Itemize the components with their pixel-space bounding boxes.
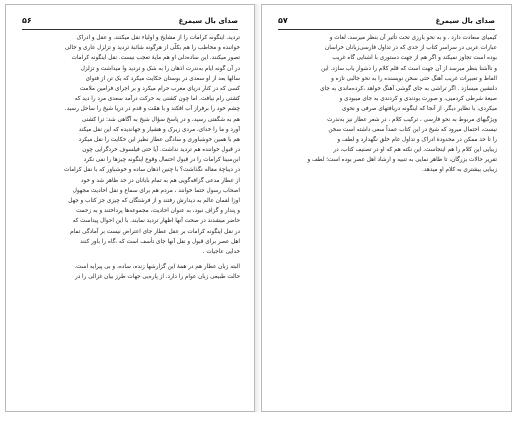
text-line: الفاظ و تعبیرات غریب آهنگ حتی سخن نویسنده را به نحو جالبی تازه و bbox=[331, 75, 497, 82]
text-line: اصحاب رسول حتما خوانند ، مردم هم برای سماع و نقل احادیث مجهول bbox=[72, 187, 240, 194]
page-header bbox=[278, 17, 495, 30]
page-header bbox=[22, 17, 238, 30]
page-number: ۵۷ bbox=[278, 16, 288, 25]
text-line: در دیباچهٔ مقاله نگذاشت؟ با چنین اذهان ساده و خوشباور که با نقل کرامات bbox=[64, 167, 240, 174]
text-line: و ناآشنا بنظر میرسد از آن جهت است که قلم کلام را دشوار باب سازد. این bbox=[321, 65, 497, 72]
text-line: اهل عصر برای قبول و نقل آنها جای تأسف است که ،گاه را باور کنند bbox=[80, 238, 240, 245]
text-line: حالت طبیعی زبان عوام را دارد. از پاره‌یی جهات طرز بیان غزالی را در bbox=[74, 274, 240, 281]
text-line: کشتی رام نیافت. اما چون کشتی به حرکت درآمد سعدی مرد را دید که bbox=[74, 96, 240, 103]
header-title: صدای بال سیمرغ bbox=[178, 17, 238, 25]
text-line: ویژگیهای مربوط به نحو فارسی ، ترکیب کلام ، در شعر عطار نیز به‌ندرت bbox=[327, 116, 497, 123]
text-line: نیست، احتمال میرود که شیخ در این کتاب عمداً سعی داشته است سخن bbox=[328, 126, 497, 133]
page-body bbox=[276, 33, 497, 176]
text-line: تقریر حالات بزرگان، تا ظاهر نمایی به تنبیه و ارشاد اهل عصر بوده است؛ لطف و bbox=[307, 157, 497, 164]
text-line: زیبایی این کلام را هم اینجاست. این نکته هم که او در تصنیف کتاب، در bbox=[333, 147, 497, 154]
text-line: تردید. اینگونه کرامات را از مشایخ و اولیاء نقل میکنند. و عقل و ادراک bbox=[76, 35, 240, 41]
left-page bbox=[5, 4, 255, 412]
text-line: صیغهٔ شرطی کردمیی، و صورت بودندی و کردندی به جای میبودی و bbox=[339, 96, 497, 103]
text-line: هم با همین خوشباوری و سادگی عطار نظیر این حکایت را نقل میکرد bbox=[78, 136, 240, 143]
text-line: از عطار مدعی گزافه‌گویی هم به تمام بابانان در حد ظاهر شد و خود bbox=[80, 177, 240, 184]
text-line: کیمیای سعادت دارد . و به نحو بارزی تحت تأثیر آن بنظر میرسد. لغات و bbox=[329, 35, 497, 41]
text-line: تصور میکنند. این ساده‌دلی او هم مایهٔ تعجب نیست. نقل اینگونه کرامات bbox=[71, 55, 240, 62]
text-line: چشم خود را برفراز آب افکند و با همّت و قدم در دریا شیخ را ساحل رسید. bbox=[64, 106, 240, 113]
text-line: در نقل اینگونه کرامات بر عقل عطار جای اعتراض نیست بر آمادگی تمام bbox=[70, 228, 240, 235]
text-line: در قبول خواننده هم تردید نداشت. آیا حتی فیلسوف خردگرایی چون bbox=[82, 147, 240, 154]
text-line: میکردی، با نظایر دیگر. از آنجا که اینگونه دریافتهای صرفی و نحوی bbox=[342, 106, 497, 113]
text-line: حاضر میشدند در صحت آنها اظهار تردید نمایند. با این احوال پیداست که bbox=[72, 218, 240, 225]
text-line: عبارات عربی در سراسر کتاب از حدی که در تداول فارسی‌زبانان خراسان bbox=[325, 45, 497, 52]
text-line: خواننده و مخاطب را هم بکلّی از هرگونه شائبهٔ تردید و تزلزل عاری و خالی bbox=[64, 45, 240, 52]
text-line: اوزا لقمان عالم به دیدارش رفتند و از فرشتگان که چیزی جز کتاب و جهل bbox=[68, 198, 240, 204]
text-line: زیبایی بیشتری به کلام او میدهد. bbox=[422, 167, 497, 174]
text-line: خدایی عاجیات . bbox=[202, 248, 240, 255]
text-line: ابن‌سینا کرامات را در قبول احتمال وقوع اینگونه چیزها را نفی نکرد bbox=[83, 157, 240, 164]
text-line: سالها بعد از او سعدی در بوستان حکایت میکرد که یک تن از فتوای bbox=[85, 75, 240, 82]
text-line: دلنشین میسازد . اگر تراشی به جای گوشی آهنگ خواهد ،کرده‌ماندی به جای bbox=[320, 85, 497, 92]
text-line: در آن گونه ایام به‌ندرت اذهان را به شک و تردید وا میداشت و تزلزل bbox=[80, 65, 240, 72]
text-line: البته زبان عطار هم در همهٔ این گزارشها زنده، ساده، و بی پیرایه است. bbox=[74, 264, 240, 271]
text-line: و پندار و گزاف نبود، به عنوان احادیث، مجموعه‌ها پرداختند و به زحمت bbox=[76, 208, 240, 215]
text-line: هم به شگفتی رسید، و در پاسخ سؤال شیخ به آگاهی شد: ترا کشتی bbox=[81, 116, 240, 123]
text-line: کسی که در کنار دریای مغرب حرام میکرد و بر اجرای فرامین ملامت bbox=[79, 85, 240, 92]
text-line: بوده است تجاوز نمیکند و اگر هم از جهت دستوری با اشنایی گاه غریب bbox=[332, 55, 497, 62]
text-line: را تا حد ممکن در محدودهٔ ادراک و تداول عام خلق نگهدارد و لطف و bbox=[337, 136, 497, 143]
page-number: ۵۶ bbox=[22, 16, 32, 25]
right-page bbox=[261, 4, 512, 412]
text-line: آورد و ما را خدای، مردی زیرک و هشیار و جهاندیده که این نقل میکند bbox=[78, 126, 240, 133]
header-title: صدای بال سیمرغ bbox=[435, 17, 495, 25]
page-body bbox=[20, 33, 240, 283]
